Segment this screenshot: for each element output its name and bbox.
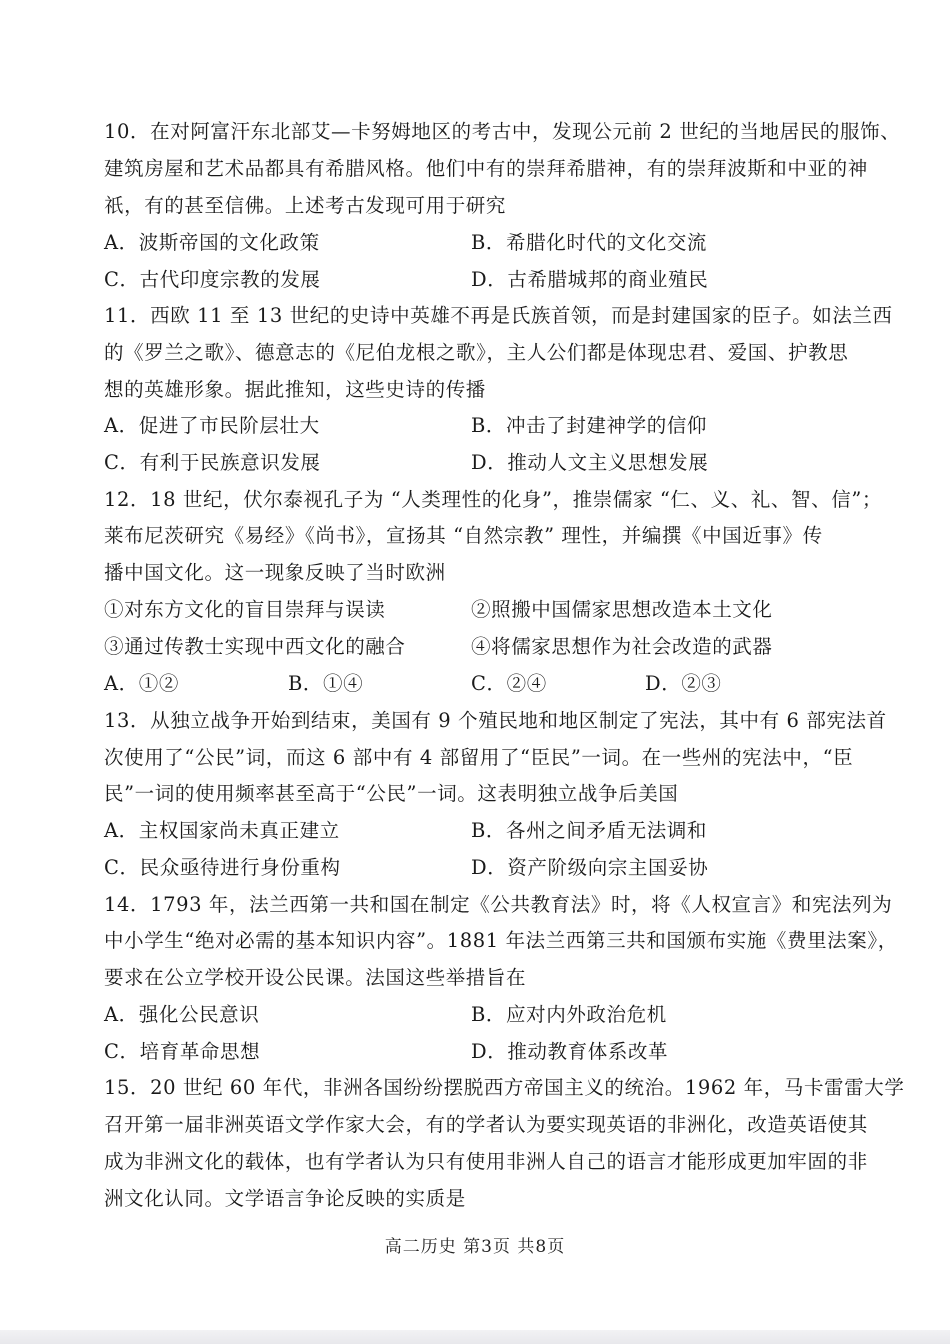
q11-stem-line-2: 的《罗兰之歌》、德意志的《尼伯龙根之歌》，主人公们都是体现忠君、爱国、护教思 [104, 341, 849, 364]
q10-stem-line-3: 祇，有的甚至信佛。上述考古发现可用于研究 [104, 194, 507, 217]
q10-stem-line-2: 建筑房屋和艺术品都具有希腊风格。他们中有的崇拜希腊神，有的崇拜波斯和中亚的神 [104, 157, 868, 180]
q10-stem-line-1: 10．在对阿富汗东北部艾—卡努姆地区的考古中，发现公元前 2 世纪的当地居民的服饰、 [104, 120, 901, 143]
q14-option-d[interactable]: D．推动教育体系改革 [471, 1040, 669, 1063]
q14-stem-line-3: 要求在公立学校开设公民课。法国这些举措旨在 [104, 966, 527, 989]
q14-stem-line-2: 中小学生“绝对必需的基本知识内容”。1881 年法兰西第三共和国颁布实施《费里法案》， [104, 929, 898, 952]
q11-option-a[interactable]: A．促进了市民阶层壮大 [104, 414, 320, 437]
q13-option-b[interactable]: B．各州之间矛盾无法调和 [471, 819, 708, 842]
q10-option-b[interactable]: B．希腊化时代的文化交流 [471, 231, 708, 254]
q13-option-c[interactable]: C．民众亟待进行身份重构 [104, 856, 341, 879]
q15-stem-line-2: 召开第一届非洲英语文学作家大会，有的学者认为要实现英语的非洲化，改造英语使其 [104, 1113, 868, 1136]
scan-edge-band [0, 1330, 950, 1344]
q12-stem-line-2: 莱布尼茨研究《易经》《尚书》，宣扬其 “自然宗教” 理性，并编撰《中国近事》传 [104, 524, 823, 547]
q12-option-c[interactable]: C．②④ [471, 672, 547, 695]
q14-option-b[interactable]: B．应对内外政治危机 [471, 1003, 667, 1026]
q11-stem-line-3: 想的英雄形象。据此推知，这些史诗的传播 [104, 378, 486, 401]
q12-option-d[interactable]: D．②③ [645, 672, 722, 695]
page-footer: 高二历史 第3页 共8页 [384, 1237, 566, 1257]
q12-item-3: ③通过传教士实现中西文化的融合 [104, 635, 406, 658]
q10-option-a[interactable]: A．波斯帝国的文化政策 [104, 231, 320, 254]
q14-option-a[interactable]: A．强化公民意识 [104, 1003, 260, 1026]
q14-stem-line-1: 14．1793 年，法兰西第一共和国在制定《公共教育法》时，将《人权宣言》和宪法列为 [104, 893, 893, 916]
q10-option-d[interactable]: D．古希腊城邦的商业殖民 [471, 268, 709, 291]
q15-stem-line-3: 成为非洲文化的载体，也有学者认为只有使用非洲人自己的语言才能形成更加牢固的非 [104, 1150, 868, 1173]
q11-option-d[interactable]: D．推动人文主义思想发展 [471, 451, 709, 474]
q15-stem-line-4: 洲文化认同。文学语言争论反映的实质是 [104, 1187, 466, 1210]
q13-option-a[interactable]: A．主权国家尚未真正建立 [104, 819, 340, 842]
q12-stem-line-3: 播中国文化。这一现象反映了当时欧洲 [104, 561, 446, 584]
q12-option-b[interactable]: B．①④ [288, 672, 364, 695]
q12-item-2: ②照搬中国儒家思想改造本土文化 [471, 598, 773, 621]
q12-option-a[interactable]: A．①② [104, 672, 179, 695]
q13-stem-line-3: 民”一词的使用频率甚至高于“公民”一词。这表明独立战争后美国 [104, 782, 679, 805]
q15-stem-line-1: 15．20 世纪 60 年代，非洲各国纷纷摆脱西方帝国主义的统治。1962 年，马卡雷雷大学 [104, 1076, 905, 1099]
q11-option-c[interactable]: C．有利于民族意识发展 [104, 451, 321, 474]
q12-item-1: ①对东方文化的盲目崇拜与误读 [104, 598, 386, 621]
q13-stem-line-1: 13．从独立战争开始到结束，美国有 9 个殖民地和地区制定了宪法，其中有 6 部宪法首 [104, 709, 887, 732]
q12-stem-line-1: 12．18 世纪，伏尔泰视孔子为 “人类理性的化身”，推崇儒家 “仁、义、礼、智、信”； [104, 488, 882, 511]
q13-option-d[interactable]: D．资产阶级向宗主国妥协 [471, 856, 709, 879]
q11-stem-line-1: 11．西欧 11 至 13 世纪的史诗中英雄不再是氏族首领，而是封建国家的臣子。如法兰西 [104, 304, 893, 327]
q13-stem-line-2: 次使用了“公民”词，而这 6 部中有 4 部留用了“臣民”一词。在一些州的宪法中，“臣 [104, 746, 854, 769]
q12-item-4: ④将儒家思想作为社会改造的武器 [471, 635, 773, 658]
q10-option-c[interactable]: C．古代印度宗教的发展 [104, 268, 321, 291]
q14-option-c[interactable]: C．培育革命思想 [104, 1040, 261, 1063]
q11-option-b[interactable]: B．冲击了封建神学的信仰 [471, 414, 708, 437]
